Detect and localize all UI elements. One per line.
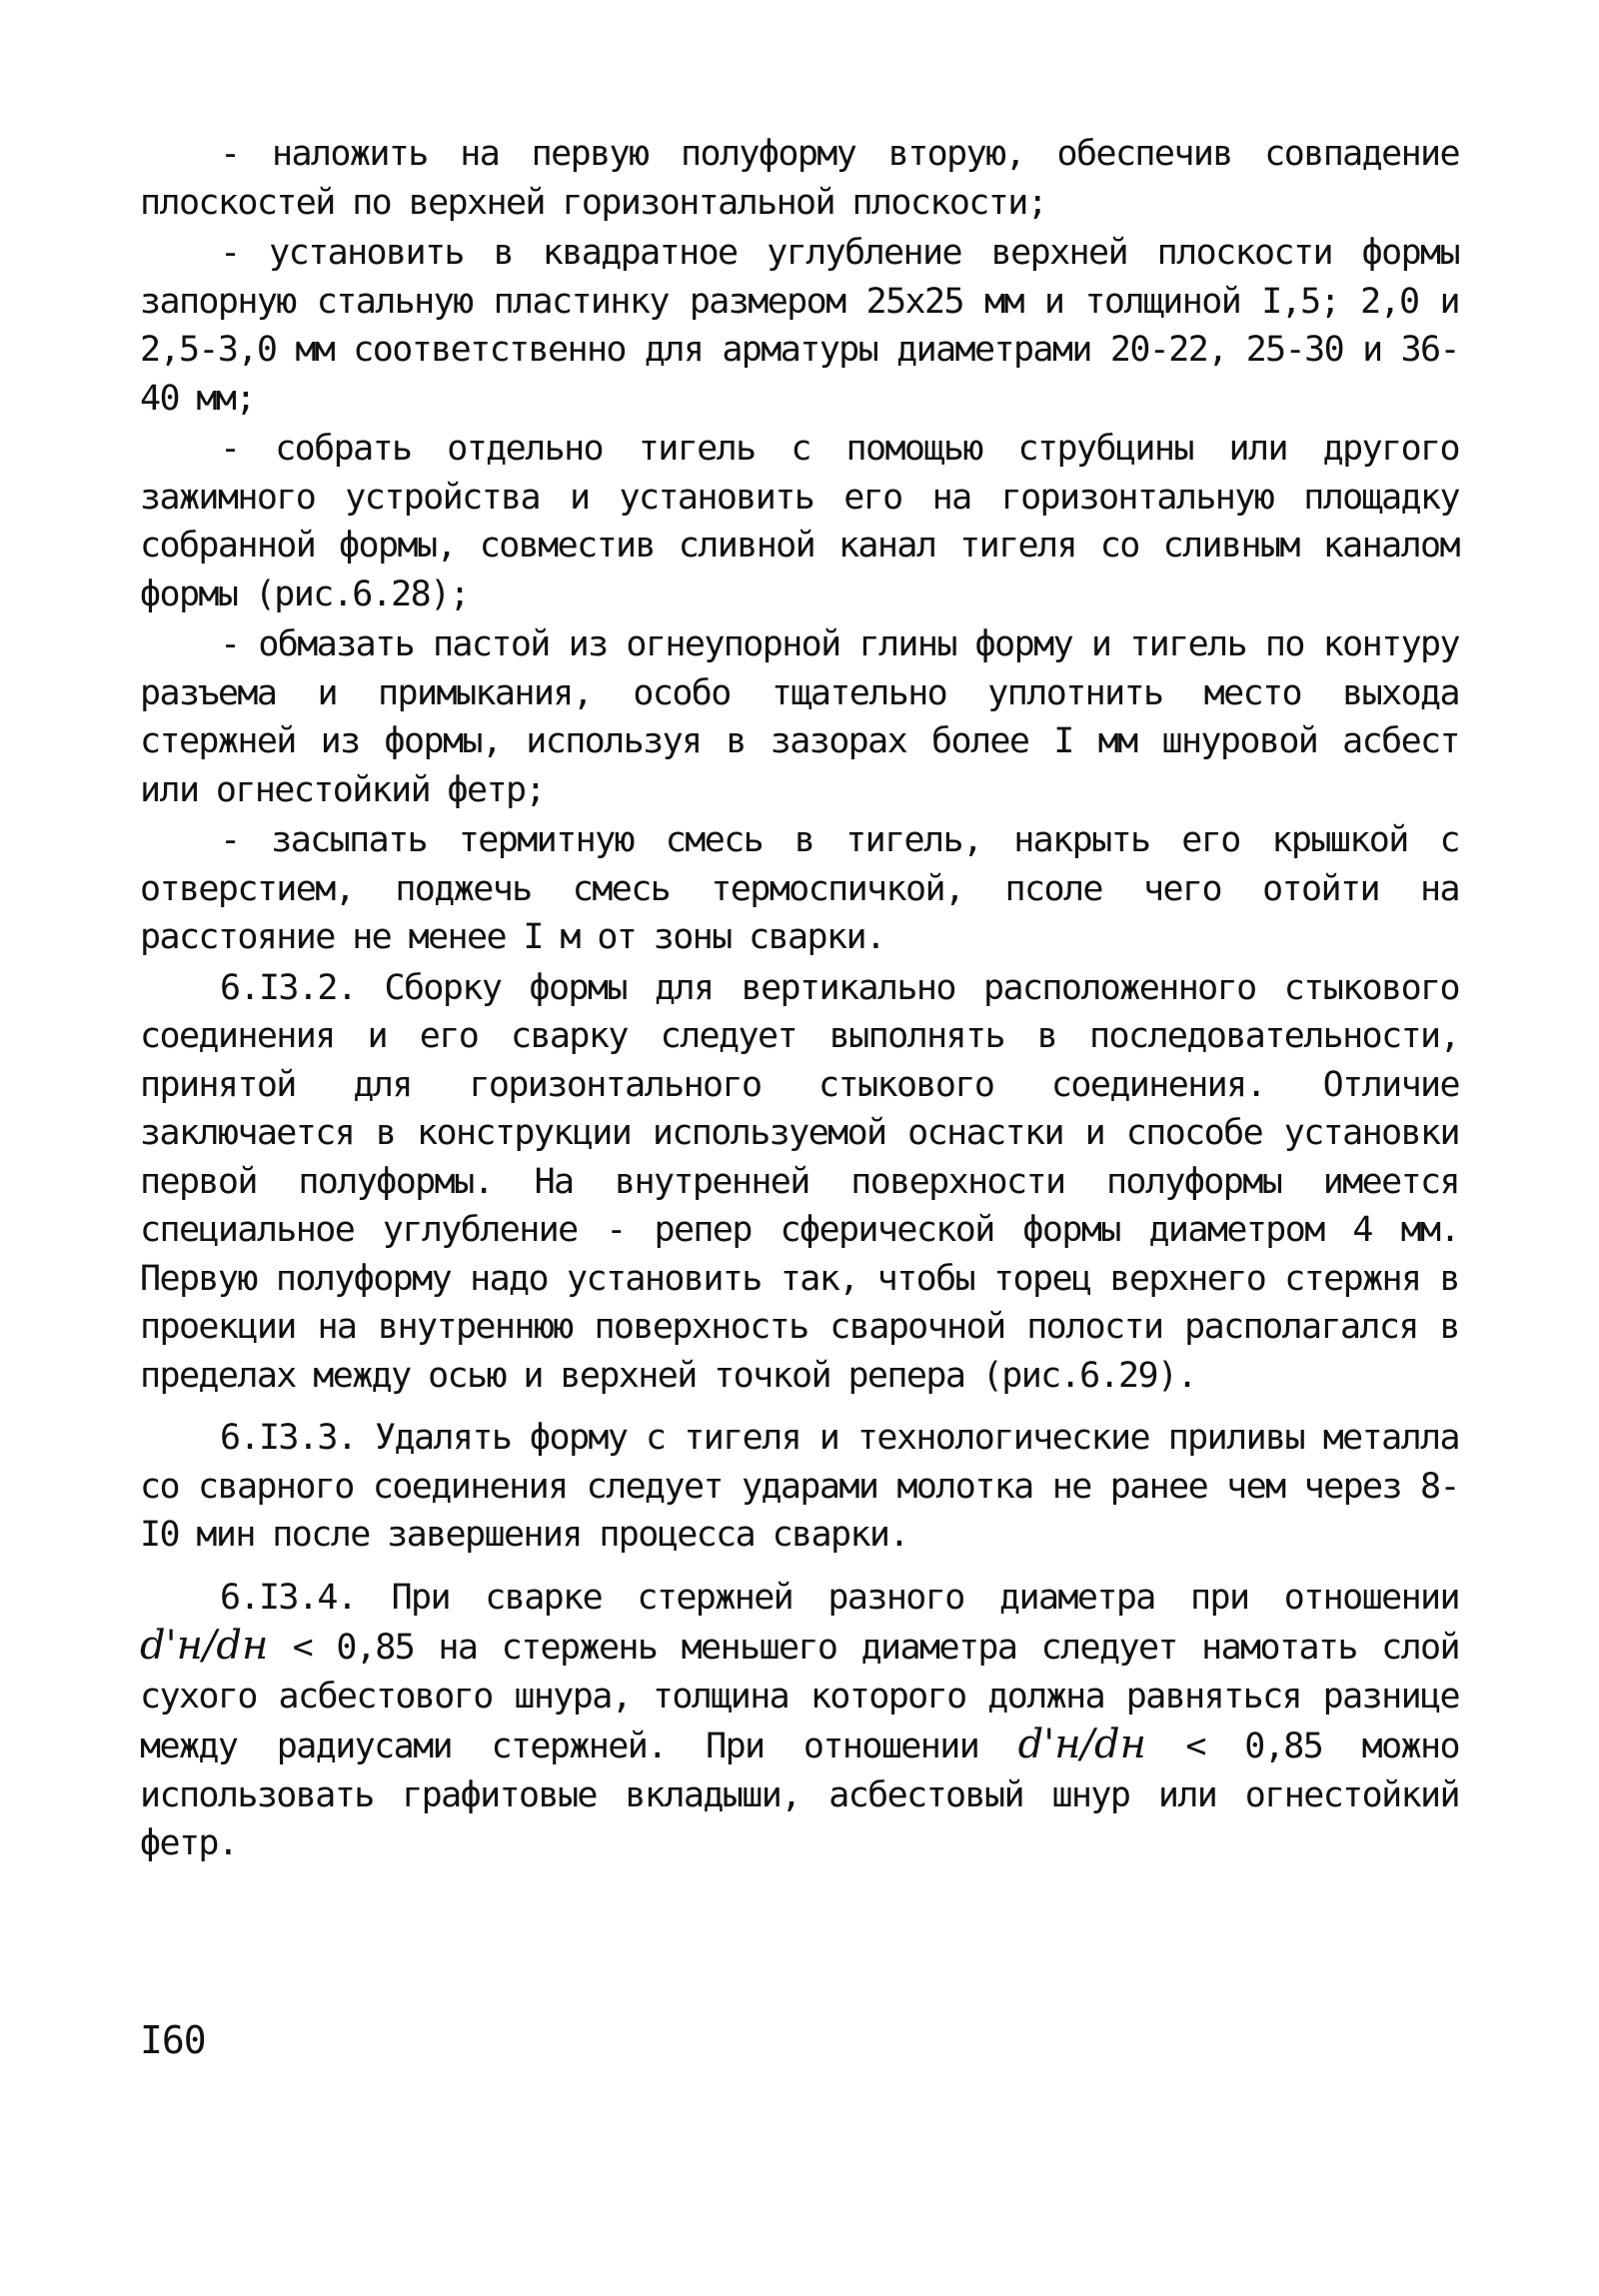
paragraph-1: - наложить на первую полуформу вторую, обеспечив совпадение плоскостей по верхней горизонтальной плоскости;	[140, 134, 1459, 223]
diameter-ratio-formula-1: d'н/dн	[140, 1623, 269, 1669]
paragraph-6-13-3: 6.I3.3. Удалять форму с тигеля и технологические приливы металла со сварного соединения следует ударами молотка не ранее чем через 8-I0 мин после завершения процесса сварки.	[140, 1418, 1459, 1555]
page-number: I60	[140, 2018, 206, 2062]
paragraph-2: - установить в квадратное углубление верхней плоскости формы запорную стальную пластинку размером 25х25 мм и толщиной I,5; 2,0 и 2,5-3,0 мм соответственно для арматуры диаметрами 20-22, 25-30 и 36-40 мм;	[140, 233, 1459, 419]
paragraph-6-13-2: 6.I3.2. Сборку формы для вертикально расположенного стыкового соединения и его сварку следует выполнять в последовательности, принятой для горизонтального стыкового соединения. Отличие заключается в конструкции используемой оснастки и способе установки первой полуформы. На внутренней поверхности полуформы имеется специальное углубление - репер сферической формы диаметром 4 мм. Первую полуформу надо установить так, чтобы торец верхнего стержня в проекции на внутреннюю поверхность сварочной полости располагался в пределах между осью и верхней точкой репера (рис.6.29).	[140, 967, 1459, 1396]
paragraph-6-13-4	[140, 1574, 1459, 1868]
paragraph-6-13-4-part2: < 0,85 на стержень меньшего диаметра следует намотать слой сухого асбестового шнура, толщина которого должна равняться разнице между радиусами стержней. При отношении	[140, 1628, 1459, 1766]
paragraph-3: - собрать отдельно тигель с помощью струбцины или другого зажимного устройства и установить его на горизонтальную площадку собранной формы, совместив сливной канал тигеля со сливным каналом формы (рис.6.28);	[140, 429, 1459, 614]
paragraph-5: - засыпать термитную смесь в тигель, накрыть его крышкой с отверстием, поджечь смесь термоспичкой, псоле чего отойти на расстояние не менее I м от зоны сварки.	[140, 820, 1459, 957]
paragraph-6-13-4-part3: < 0,85 можно использовать графитовые вкладыши, асбестовый шнур или огнестойкий фетр.	[140, 1726, 1459, 1863]
paragraph-6-13-4-part1: 6.I3.4. При сварке стержней разного диаметра при отношении	[220, 1577, 1459, 1618]
paragraph-4: - обмазать пастой из огнеупорной глины форму и тигель по контуру разъема и примыкания, особо тщательно уплотнить место выхода стержней из формы, используя в зазорах более I мм шнуровой асбест или огнестойкий фетр;	[140, 624, 1459, 810]
document-body	[140, 130, 1459, 1870]
diameter-ratio-formula-2: d'н/dн	[1017, 1722, 1146, 1767]
